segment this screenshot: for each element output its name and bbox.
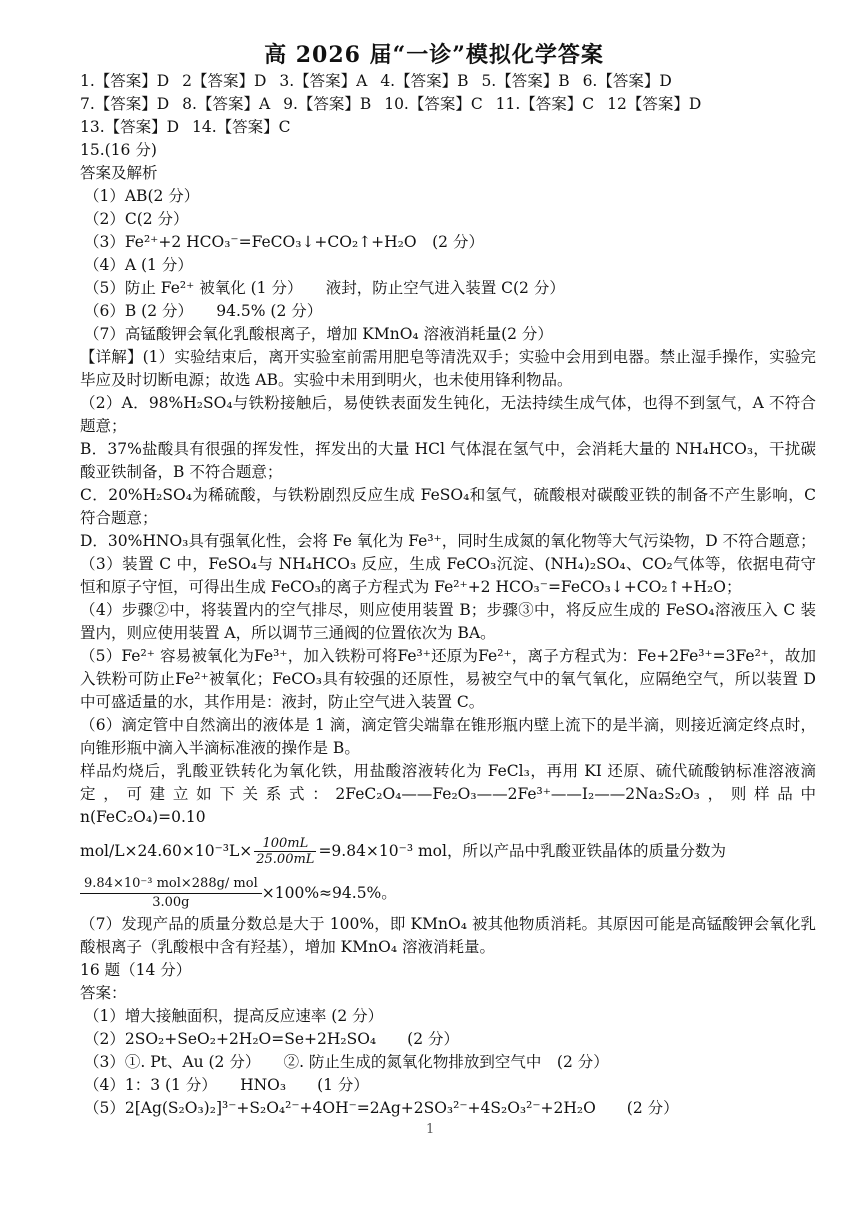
q15-detail-2b: B．37%盐酸具有很强的挥发性，挥发出的大量 HCl 气体混在氢气中，会消耗大量的 NH₄HCO₃，干扰碳酸亚铁制备，B 不符合题意； — [80, 440, 816, 481]
answer-item: 14.【答案】C — [192, 118, 291, 136]
calc1-suffix: =9.84×10⁻³ mol，所以产品中乳酸亚铁晶体的质量分数为 — [318, 841, 726, 860]
q16-answer-2: （2）2SO₂+SeO₂+2H₂O=Se+2H₂SO₄ (2 分） — [84, 1030, 459, 1048]
q15-subheader: 答案及解析 — [80, 164, 158, 182]
answer-item: 10.【答案】C — [384, 95, 483, 113]
q15-detail-1: 【详解】(1）实验结束后，离开实验室前需用肥皂等清洗双手；实验中会用到电器。禁止湿手操作，实验完毕应及时切断电源；故选 AB。实验中未用到明火，也未使用锋利物品。 — [80, 348, 816, 389]
q15-answer-7: （7）高锰酸钾会氧化乳酸根离子，增加 KMnO₄ 溶液消耗量(2 分） — [84, 325, 553, 343]
answer-row-3 — [80, 116, 816, 139]
calc1-prefix: mol/L×24.60×10⁻³L× — [80, 841, 253, 860]
q15-answer-1: （1）AB(2 分） — [84, 187, 200, 205]
q15-detail-5: （5）Fe²⁺ 容易被氧化为Fe³⁺，加入铁粉可将Fe³⁺还原为Fe²⁺，离子方程式为：Fe+2Fe³⁺=3Fe²⁺，故加入铁粉可防止Fe²⁺被氧化；FeCO₃具有较强的还原性，易被空气中的氧气氧化，应隔绝空气，所以装置 D 中可盛适量的水，其作用是：液封，防止空气进入装置 C。 — [80, 647, 816, 711]
q16-header: 16 题（14 分） — [80, 961, 192, 979]
q15-answer-2: （2）C(2 分） — [84, 210, 189, 228]
mass-fraction — [80, 875, 262, 912]
answer-item: 3.【答案】A — [279, 72, 368, 90]
answer-item: 9.【答案】B — [283, 95, 372, 113]
q15-calc-line-1 — [80, 829, 816, 873]
fraction-denominator: 25.00mL — [256, 851, 315, 867]
answer-item: 12【答案】D — [607, 95, 702, 113]
page-title: 高 2026 届“一诊”模拟化学答案 — [264, 42, 604, 68]
answer-item: 2【答案】D — [182, 72, 267, 90]
q16-answer-5: （5）2[Ag(S₂O₃)₂]³⁻+S₂O₄²⁻+4OH⁻=2Ag+2SO₃²⁻+4S₂O₃²⁻+2H₂O (2 分） — [84, 1099, 679, 1117]
page-number: 1 — [426, 1122, 435, 1137]
q16-answer-1: （1）增大接触面积，提高反应速率 (2 分） — [84, 1007, 384, 1025]
q16-answer-4: （4）1：3 (1 分） HNO₃ (1 分） — [84, 1076, 369, 1094]
calc2-suffix: ×100%≈94.5%。 — [261, 883, 397, 902]
answer-item: 13.【答案】D — [80, 118, 180, 136]
q15-detail-3: （3）装置 C 中，FeSO₄与 NH₄HCO₃ 反应，生成 FeCO₃沉淀、(NH₄)₂SO₄、CO₂气体等，依据电荷守恒和原子守恒，可得出生成 FeCO₃的离子方程式为 Fe²⁺+2 HCO₃⁻=FeCO₃↓+CO₂↑+H₂O； — [80, 555, 816, 596]
q15-answer-6: （6）B (2 分） 94.5% (2 分） — [84, 302, 323, 320]
answer-item: 4.【答案】B — [380, 72, 469, 90]
answer-item: 11.【答案】C — [495, 95, 595, 113]
q16-subheader: 答案： — [80, 984, 127, 1002]
q15-detail-2d: D．30%HNO₃具有强氧化性，会将 Fe 氧化为 Fe³⁺，同时生成氮的氧化物等大气污染物，D 不符合题意； — [80, 532, 816, 550]
q15-detail-6b: 样品灼烧后，乳酸亚铁转化为氧化铁，用盐酸溶液转化为 FeCl₃，再用 KI 还原、硫代硫酸钠标准溶液滴定，可建立如下关系式：2FeC₂O₄——Fe₂O₃——2Fe³⁺——I₂——2Na₂S₂O₃，则样品中 n(FeC₂O₄)=0.10 — [80, 762, 816, 826]
answer-item: 7.【答案】D — [80, 95, 170, 113]
q15-answer-4: （4）A (1 分） — [84, 256, 193, 274]
answer-item: 1.【答案】D — [80, 72, 170, 90]
q15-calc-line-2 — [80, 873, 816, 913]
content-body — [0, 70, 868, 1120]
q15-answer-5: （5）防止 Fe²⁺ 被氧化 (1 分） 液封，防止空气进入装置 C(2 分） — [84, 279, 565, 297]
q15-detail-7: （7）发现产品的质量分数总是大于 100%，即 KMnO₄ 被其他物质消耗。其原因可能是高锰酸钾会氧化乳酸根离子（乳酸根中含有羟基），增加 KMnO₄ 溶液消耗量。 — [80, 915, 816, 956]
answer-row-1 — [80, 70, 816, 93]
q15-detail-4: （4）步骤②中，将装置内的空气排尽，则应使用装置 B；步骤③中，将反应生成的 FeSO₄溶液压入 C 装置内，则应使用装置 A，所以调节三通阀的位置依次为 BA。 — [80, 601, 816, 642]
answer-item: 6.【答案】D — [582, 72, 672, 90]
fraction-numerator: 9.84×10⁻³ mol×288g/ mol — [80, 875, 262, 894]
answer-row-2 — [80, 93, 816, 116]
q15-detail-6a: （6）滴定管中自然滴出的液体是 1 滴，滴定管尖端靠在锥形瓶内壁上流下的是半滴，则接近滴定终点时，向锥形瓶中滴入半滴标准液的操作是 B。 — [80, 716, 816, 757]
fraction-denominator: 3.00g — [152, 894, 190, 910]
q15-detail-2c: C．20%H₂SO₄为稀硫酸，与铁粉剧烈反应生成 FeSO₄和氢气，硫酸根对碳酸亚铁的制备不产生影响，C 符合题意； — [80, 486, 816, 527]
q15-detail-2a: （2）A．98%H₂SO₄与铁粉接触后，易使铁表面发生钝化，无法持续生成气体，也得不到氢气，A 不符合题意； — [80, 394, 816, 435]
q15-answer-3: （3）Fe²⁺+2 HCO₃⁻=FeCO₃↓+CO₂↑+H₂O (2 分） — [84, 233, 484, 251]
q15-header: 15.(16 分) — [80, 141, 157, 159]
answer-item: 5.【答案】B — [481, 72, 570, 90]
fraction-numerator: 100mL — [254, 836, 316, 852]
volume-fraction — [254, 836, 316, 867]
q16-answer-3: （3）①. Pt、Au (2 分） ②. 防止生成的氮氧化物排放到空气中 (2 分） — [84, 1053, 609, 1071]
answer-item: 8.【答案】A — [182, 95, 271, 113]
